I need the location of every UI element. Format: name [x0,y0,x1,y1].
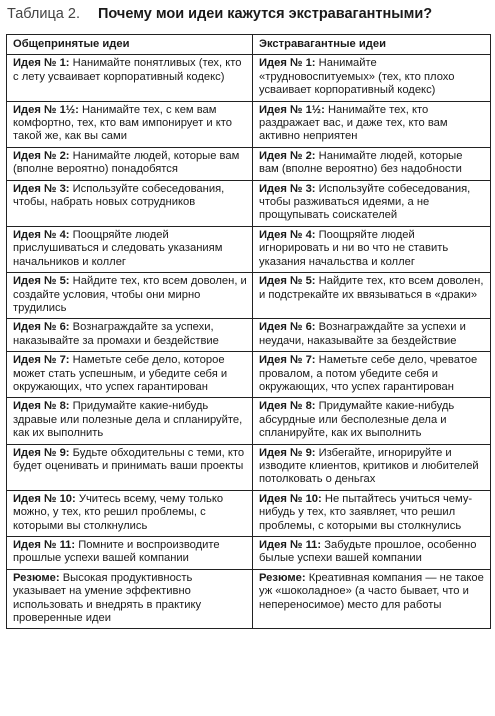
idea-label: Идея № 11: [13,539,76,551]
extravagant-idea-cell [253,180,491,226]
extravagant-idea-cell [253,319,491,352]
extravagant-idea-cell [253,398,491,444]
idea-text: Используйте собеседования, чтобы разживаться идеями, а не прощупывать соискателей [259,182,471,222]
table-row [7,398,491,444]
table-row [7,101,491,147]
idea-text: Наметьте себе дело, чреватое провалом, а потом убедите себя и окружающих, что успех гарантирован [259,354,478,393]
conventional-idea-cell [7,273,253,319]
conventional-idea-cell [7,226,253,272]
table-header-row [7,35,491,55]
table-row [7,147,491,180]
table-row [7,444,491,490]
idea-text: Вознаграждайте за успехи, наказывайте за промахи и бездействие [13,321,219,347]
idea-text: Будьте обходительны с теми, кто будет оценивать и принимать ваши проекты [13,446,245,472]
idea-label: Идея № 7: [13,354,70,367]
idea-label: Идея № 10: [13,492,76,505]
idea-label: Идея № 8: [259,400,316,413]
idea-text: Придумайте какие-нибудь абсурдные или бесполезные дела и спланируйте, как их выполнить [259,400,455,440]
idea-label: Идея № 5: [13,275,70,288]
idea-text: Нанимайте «трудновоспитуемых» (тех, кто плохо усваивает корпоративный кодекс) [259,57,455,97]
idea-text: Креативная компания — не такое уж «шоколадное» (а часто бывает, что и непереносимое) место для работы [259,571,484,611]
idea-label: Идея № 6: [259,321,316,334]
conventional-idea-cell [7,180,253,226]
idea-label: Резюме: [13,571,60,584]
table-row [7,273,491,319]
ideas-comparison-table [6,34,491,629]
idea-label: Резюме: [259,571,306,584]
extravagant-idea-cell [253,537,491,570]
idea-text: Найдите тех, кто всем доволен, и создайте условия, чтобы они мирно трудились [13,275,247,314]
table-row [7,537,491,570]
table-body [7,55,491,629]
idea-label: Идея № 11: [259,539,322,551]
idea-label: Идея № 10: [259,492,322,505]
conventional-idea-cell [7,101,253,147]
conventional-idea-cell [7,569,253,629]
extravagant-idea-cell [253,444,491,490]
conventional-idea-cell [7,537,253,570]
idea-label: Идея № 3: [13,182,70,195]
idea-label: Идея № 9: [13,446,70,459]
table-row [7,569,491,629]
table-row [7,490,491,536]
idea-text: Поощряйте людей прислушиваться и следовать указаниям начальников и коллег [13,228,223,268]
idea-text: Поощряйте людей игнорировать и ни во что не ставить указания начальства и коллег [259,228,449,268]
idea-label: Идея № 1: [259,57,316,70]
idea-label: Идея № 8: [13,400,70,413]
idea-label: Идея № 3: [259,182,316,195]
extravagant-idea-cell [253,352,491,398]
idea-text: Избегайте, игнорируйте и изводите клиентов, критиков и любителей потолковать о деньгах [259,446,479,486]
table-caption [7,5,432,23]
conventional-idea-cell [7,319,253,352]
extravagant-idea-cell [253,273,491,319]
idea-text: Используйте собеседования, чтобы, набрать новых сотрудников [13,182,225,209]
idea-text: Нанимайте людей, которые вам (вполне вероятно) без надобности [259,149,463,176]
idea-text: Нанимайте понятливых (тех, кто с лету усваивает корпоративный кодекс) [13,57,242,83]
table-row [7,319,491,352]
idea-text: Найдите тех, кто всем доволен, и подстрекайте их ввязываться в «драки» [259,275,484,301]
conventional-idea-cell [7,398,253,444]
idea-text: Нанимайте тех, с кем вам комфортно, тех, кто вам импонирует и кто такой же, как вы сами [13,103,232,143]
idea-label: Идея № 2: [259,149,316,162]
idea-text: Не пытайтесь учиться чему-нибудь у тех, кто заявляет, что решил проблемы, с которыми вы столкнулись [259,492,473,532]
idea-text: Нанимайте тех, кто раздражает вас, и даже тех, кто вам активно неприятен [259,103,448,143]
idea-label: Идея № 4: [259,228,316,241]
idea-label: Идея № 9: [259,446,316,459]
extravagant-idea-cell [253,226,491,272]
conventional-idea-cell [7,55,253,101]
header-conventional-ideas: Общепринятые идеи [7,35,253,55]
table-title: Почему мои идеи кажутся экстравагантными? [97,6,433,22]
table-row [7,55,491,101]
idea-text: Учитесь всему, чему только можно, у тех, кто решил проблемы, с которыми вы столкнулись [13,492,224,532]
table-row [7,180,491,226]
conventional-idea-cell [7,352,253,398]
idea-label: Идея № 4: [13,228,70,241]
header-extravagant-ideas: Экстравагантные идеи [253,35,491,55]
conventional-idea-cell [7,147,253,180]
conventional-idea-cell [7,490,253,536]
table-row [7,352,491,398]
idea-text: Придумайте какие-нибудь здравые или полезные дела и спланируйте, как их выполнить [13,400,243,440]
extravagant-idea-cell [253,569,491,629]
idea-label: Идея № 2: [13,149,70,162]
idea-text: Забудьте прошлое, особенно былые успехи вашей компании [259,539,477,565]
idea-label: Идея № 5: [259,275,316,288]
extravagant-idea-cell [253,101,491,147]
conventional-idea-cell [7,444,253,490]
idea-label: Идея № 7: [259,354,316,367]
idea-text: Наметьте себе дело, которое может стать успешным, и убедите себя и окружающих, что успех гарантирован [13,354,228,393]
extravagant-idea-cell [253,55,491,101]
idea-text: Вознаграждайте за успехи и неудачи, наказывайте за бездействие [259,321,466,347]
idea-text: Высокая продуктивность указывает на умение эффективно использовать и внедрять в практику проверенные идеи [13,571,202,625]
table-number: Таблица 2. [7,6,80,22]
extravagant-idea-cell [253,490,491,536]
idea-label: Идея № 1½: [259,103,325,116]
table-row [7,226,491,272]
idea-text: Нанимайте людей, которые вам (вполне вероятно) понадобятся [13,149,240,176]
idea-text: Помните и воспроизводите прошлые успехи вашей компании [13,539,220,565]
idea-label: Идея № 1: [13,57,70,70]
idea-label: Идея № 1½: [13,103,79,116]
idea-label: Идея № 6: [13,321,70,334]
extravagant-idea-cell [253,147,491,180]
